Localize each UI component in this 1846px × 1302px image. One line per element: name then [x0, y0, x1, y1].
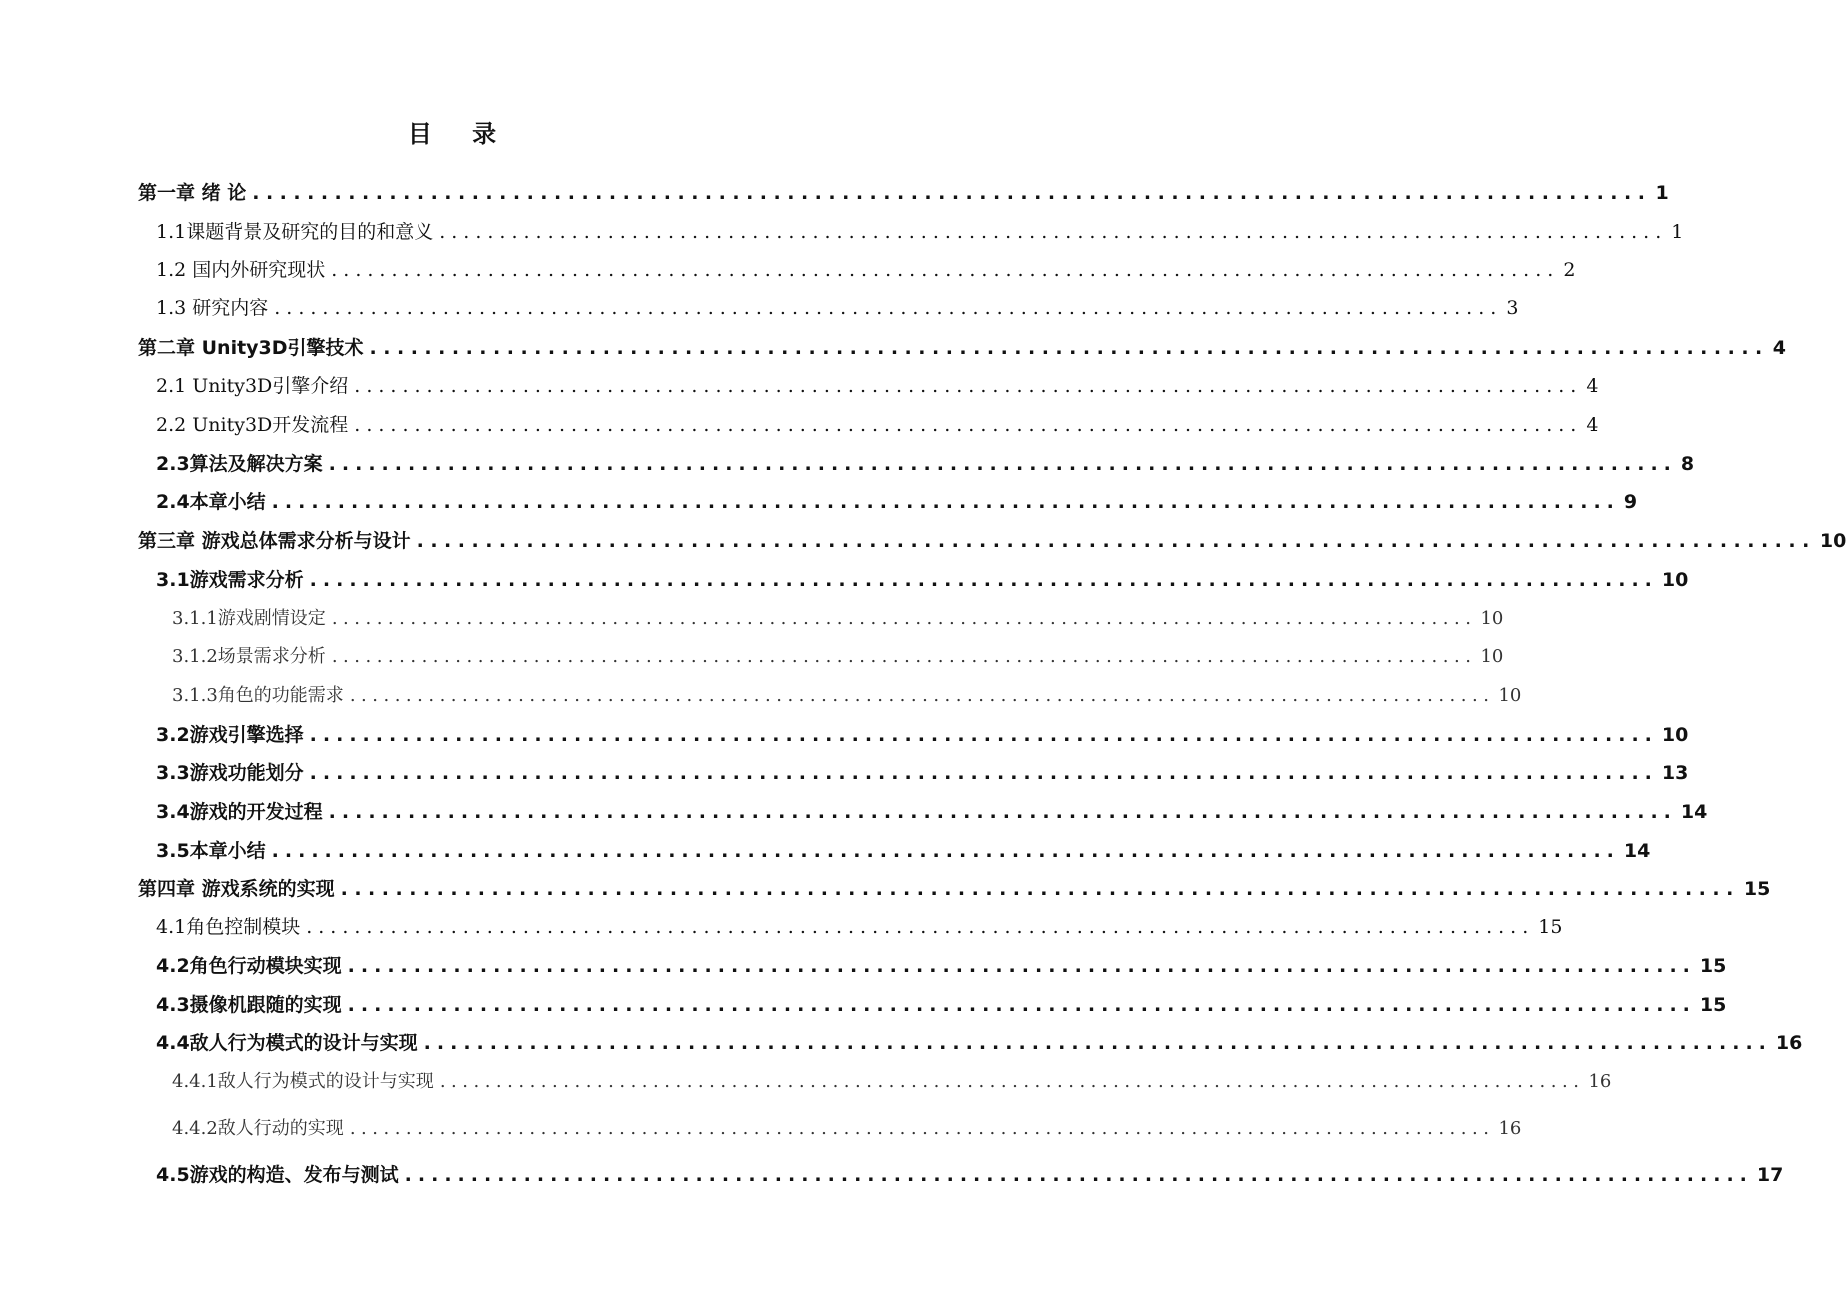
toc-entry-text: 4.1角色控制模块: [156, 916, 301, 938]
toc-page-number: 9: [1623, 491, 1638, 513]
toc-entry-section-2-1[interactable]: [156, 372, 1599, 400]
toc-entry-text: 3.5本章小结: [156, 840, 266, 862]
toc-entry-text: 4.4.2敌人行动的实现: [172, 1118, 344, 1139]
toc-entry-text: 3.4游戏的开发过程: [156, 801, 323, 823]
toc-entry-text: 1.1课题背景及研究的目的和意义: [156, 221, 434, 243]
toc-leader-dots: ......................................................................................................: [274, 297, 1503, 319]
toc-entry-text: 3.3游戏功能划分: [156, 762, 304, 784]
toc-entry-text: 2.3算法及解决方案: [156, 453, 323, 475]
toc-entry-text: 3.1游戏需求分析: [156, 569, 304, 591]
toc-entry-section-4-5[interactable]: [156, 1161, 1784, 1189]
toc-page-number: 4: [1772, 337, 1786, 359]
toc-entry-section-3-2[interactable]: [156, 721, 1689, 749]
toc-leader-dots: ......................................................................................................: [369, 337, 1769, 359]
toc-page-number: 16: [1775, 1032, 1803, 1054]
toc-entry-section-1-2[interactable]: [156, 256, 1576, 284]
toc-entry-text: 3.1.2场景需求分析: [172, 646, 326, 667]
toc-entry-chapter-3[interactable]: [138, 527, 1846, 555]
toc-page-number: 3: [1506, 297, 1519, 319]
toc-entry-chapter-4[interactable]: [138, 875, 1771, 903]
toc-page-number: 17: [1756, 1164, 1784, 1186]
toc-entry-text: 1.3 研究内容: [156, 297, 269, 319]
toc-entry-section-3-1[interactable]: [156, 566, 1689, 594]
toc-page-number: 10: [1480, 646, 1504, 667]
toc-page-number: 16: [1498, 1118, 1522, 1139]
toc-leader-dots: ......................................................................................................: [331, 646, 1477, 667]
toc-title: 目 录: [407, 120, 513, 148]
toc-leader-dots: ......................................................................................................: [252, 182, 1652, 204]
toc-page-number: 8: [1680, 453, 1695, 475]
toc-entry-text: 2.1 Unity3D引擎介绍: [156, 375, 349, 397]
toc-leader-dots: ......................................................................................................: [416, 530, 1816, 552]
toc-entry-section-3-4[interactable]: [156, 798, 1708, 826]
toc-entry-text: 第四章 游戏系统的实现: [138, 878, 335, 900]
toc-leader-dots: ......................................................................................................: [340, 878, 1740, 900]
toc-page-number: 1: [1655, 182, 1669, 204]
toc-leader-dots: ......................................................................................................: [309, 569, 1658, 591]
toc-leader-dots: ......................................................................................................: [331, 259, 1560, 281]
toc-leader-dots: ......................................................................................................: [306, 916, 1535, 938]
toc-page-number: 15: [1538, 916, 1563, 938]
toc-page-number: 14: [1623, 840, 1651, 862]
toc-page-number: 10: [1661, 724, 1689, 746]
toc-leader-dots: ......................................................................................................: [354, 414, 1583, 436]
toc-entry-section-1-1[interactable]: [156, 218, 1684, 246]
toc-page-number: 4: [1586, 375, 1599, 397]
toc-entry-text: 4.4.1敌人行为模式的设计与实现: [172, 1071, 434, 1092]
toc-entry-text: 3.1.1游戏剧情设定: [172, 608, 326, 629]
toc-leader-dots: ......................................................................................................: [347, 994, 1696, 1016]
toc-page-number: 10: [1819, 530, 1846, 552]
toc-leader-dots: ......................................................................................................: [354, 375, 1583, 397]
toc-page-number: 10: [1498, 685, 1522, 706]
toc-entry-subsection-3-1-2[interactable]: [172, 643, 1504, 671]
toc-page-number: 15: [1699, 955, 1727, 977]
toc-page-number: 10: [1480, 608, 1504, 629]
toc-entry-section-2-4[interactable]: [156, 488, 1638, 516]
toc-entry-text: 4.4敌人行为模式的设计与实现: [156, 1032, 418, 1054]
toc-leader-dots: ......................................................................................................: [309, 724, 1658, 746]
toc-entry-subsection-4-4-2[interactable]: [172, 1115, 1522, 1143]
toc-entry-section-2-2[interactable]: [156, 411, 1599, 439]
toc-leader-dots: ......................................................................................................: [349, 1118, 1495, 1139]
toc-entry-subsection-3-1-1[interactable]: [172, 605, 1504, 633]
toc-entry-text: 第二章 Unity3D引擎技术: [138, 337, 364, 359]
toc-page-number: 15: [1743, 878, 1771, 900]
toc-leader-dots: ......................................................................................................: [328, 801, 1677, 823]
toc-page-number: 14: [1680, 801, 1708, 823]
toc-page-number: 1: [1671, 221, 1684, 243]
toc-leader-dots: ......................................................................................................: [271, 840, 1620, 862]
toc-entry-chapter-1[interactable]: [138, 179, 1669, 207]
toc-entry-section-2-3[interactable]: [156, 450, 1695, 478]
toc-entry-text: 4.3摄像机跟随的实现: [156, 994, 342, 1016]
toc-leader-dots: ......................................................................................................: [439, 221, 1668, 243]
toc-page-number: 4: [1586, 414, 1599, 436]
toc-entry-text: 4.5游戏的构造、发布与测试: [156, 1164, 399, 1186]
toc-leader-dots: ......................................................................................................: [349, 685, 1495, 706]
toc-entry-section-4-4[interactable]: [156, 1029, 1803, 1057]
toc-entry-text: 第一章 绪 论: [138, 182, 247, 204]
toc-page-number: 2: [1563, 259, 1576, 281]
toc-entry-subsection-3-1-3[interactable]: [172, 682, 1522, 710]
toc-entry-text: 2.2 Unity3D开发流程: [156, 414, 349, 436]
toc-entry-subsection-4-4-1[interactable]: [172, 1068, 1612, 1096]
toc-entry-section-3-5[interactable]: [156, 837, 1651, 865]
toc-entry-section-3-3[interactable]: [156, 759, 1689, 787]
toc-entry-text: 3.1.3角色的功能需求: [172, 685, 344, 706]
toc-leader-dots: ......................................................................................................: [404, 1164, 1753, 1186]
toc-page-number: 10: [1661, 569, 1689, 591]
toc-leader-dots: ......................................................................................................: [309, 762, 1658, 784]
toc-leader-dots: ......................................................................................................: [271, 491, 1620, 513]
toc-page-number: 15: [1699, 994, 1727, 1016]
toc-entry-text: 第三章 游戏总体需求分析与设计: [138, 530, 411, 552]
toc-leader-dots: ......................................................................................................: [328, 453, 1677, 475]
toc-page-number: 13: [1661, 762, 1689, 784]
toc-entry-text: 4.2角色行动模块实现: [156, 955, 342, 977]
toc-entry-text: 3.2游戏引擎选择: [156, 724, 304, 746]
toc-entry-chapter-2[interactable]: [138, 334, 1786, 362]
toc-leader-dots: ......................................................................................................: [347, 955, 1696, 977]
toc-entry-section-1-3[interactable]: [156, 294, 1519, 322]
toc-entry-section-4-2[interactable]: [156, 952, 1727, 980]
toc-entry-text: 2.4本章小结: [156, 491, 266, 513]
toc-entry-section-4-1[interactable]: [156, 913, 1563, 941]
toc-entry-text: 1.2 国内外研究现状: [156, 259, 326, 281]
toc-leader-dots: ......................................................................................................: [423, 1032, 1772, 1054]
toc-leader-dots: ......................................................................................................: [331, 608, 1477, 629]
toc-leader-dots: ......................................................................................................: [439, 1071, 1585, 1092]
toc-page-number: 16: [1588, 1071, 1612, 1092]
toc-entry-section-4-3[interactable]: [156, 991, 1727, 1019]
